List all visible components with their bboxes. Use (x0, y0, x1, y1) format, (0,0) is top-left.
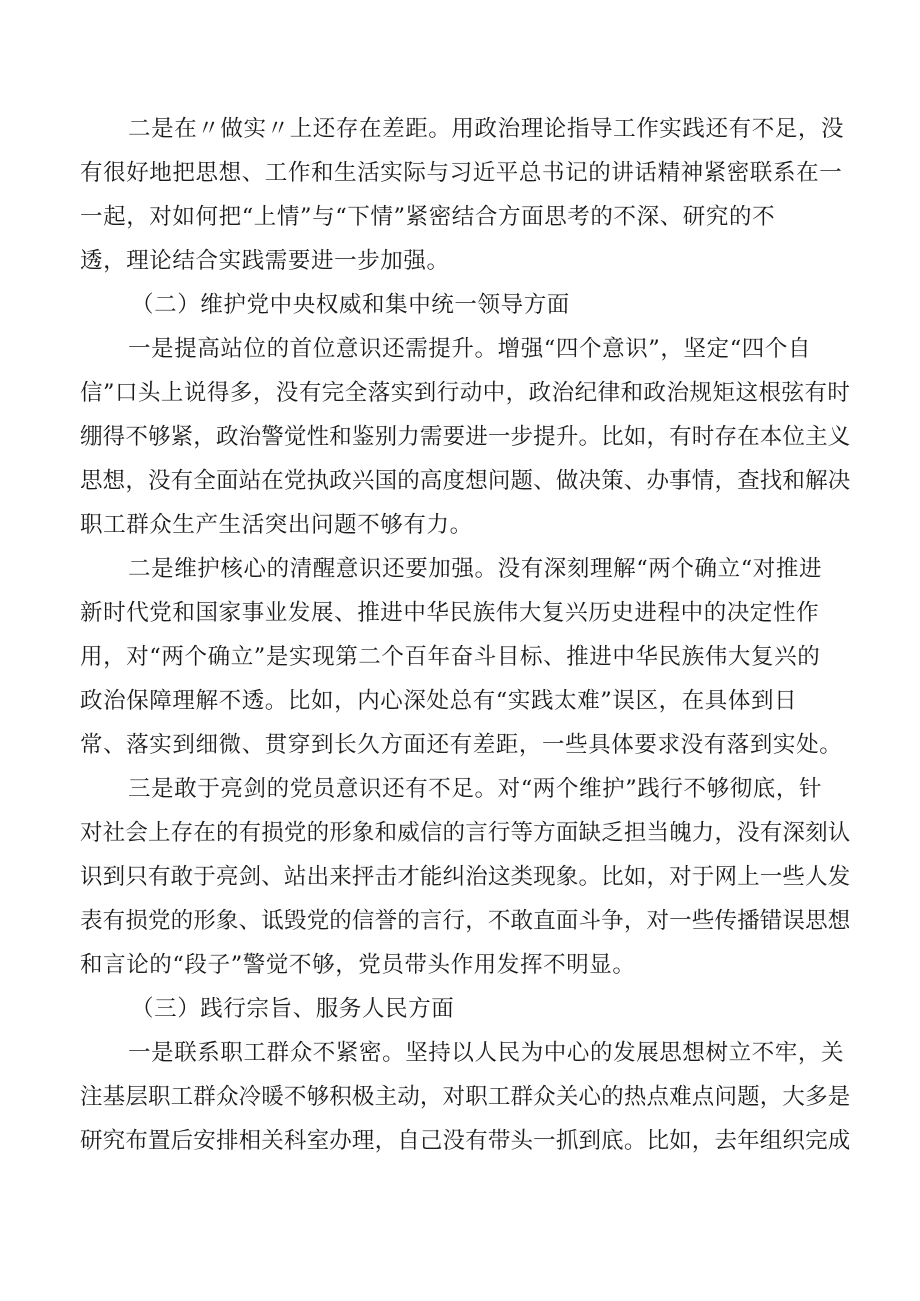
paragraph-1-line-3: 一起，对如何把“上情”与“下情”紧密结合方面思考的不深、研究的不 (80, 204, 776, 230)
paragraph-4-line-3: 识到只有敢于亮剑、站出来抨击才能纠治这类现象。比如，对于网上一些人发 (80, 864, 851, 890)
paragraph-2-line-4: 思想，没有全面站在党执政兴国的高度想问题、做决策、办事情，查找和解决 (80, 468, 851, 494)
paragraph-3-line-1: 二是维护核心的清醒意识还要加强。没有深刻理解“两个确立“对推进 (128, 556, 823, 582)
paragraph-2-line-2: 信”口头上说得多，没有完全落实到行动中，政治纪律和政治规矩这根弦有时 (80, 380, 851, 406)
paragraph-2-line-5: 职工群众生产生活突出问题不够有力。 (80, 512, 473, 538)
paragraph-3-line-4: 政治保障理解不透。比如，内心深处总有“实践太难”误区，在具体到日 (80, 688, 798, 714)
paragraph-3-line-2: 新时代党和国家事业发展、推进中华民族伟大复兴历史进程中的决定性作 (80, 600, 820, 626)
paragraph-5-line-3: 研究布置后安排相关科室办理，自己没有带头一抓到底。比如，去年组织完成 (80, 1128, 851, 1154)
paragraph-1-line-4: 透，理论结合实践需要进一步加强。 (80, 248, 450, 274)
paragraph-2-line-3: 绷得不够紧，政治警觉性和鉴别力需要进一步提升。比如，有时存在本位主义 (80, 424, 851, 450)
paragraph-1-line-2: 有很好地把思想、工作和生活实际与习近平总书记的讲话精神紧密联系在一 (80, 160, 843, 186)
paragraph-3-line-3: 用，对“两个确立”是实现第二个百年奋斗目标、推进中华民族伟大复兴的 (80, 644, 821, 670)
paragraph-4-line-5: 和言论的“段子”警觉不够，党员带头作用发挥不明显。 (80, 952, 636, 978)
section-heading-3: （三）践行宗旨、服务人民方面 (131, 996, 455, 1022)
paragraph-4-line-1: 三是敢于亮剑的党员意识还有不足。对“两个维护”践行不够彻底，针 (128, 776, 823, 802)
section-heading-2: （二）维护党中央权威和集中统一领导方面 (131, 292, 570, 318)
paragraph-4-line-4: 表有损党的形象、诋毁党的信誉的言行，不敢直面斗争，对一些传播错误思想 (80, 908, 851, 934)
paragraph-5-line-1: 一是联系职工群众不紧密。坚持以人民为中心的发展思想树立不牢，关 (128, 1040, 845, 1066)
paragraph-3-line-5: 常、落实到细微、贯穿到长久方面还有差距，一些具体要求没有落到实处。 (80, 732, 843, 758)
paragraph-2-line-1: 一是提高站位的首位意识还需提升。增强“四个意识”，坚定“四个自 (128, 336, 812, 362)
paragraph-1-line-1: 二是在〃做实〃上还存在差距。用政治理论指导工作实践还有不足，没 (128, 116, 845, 142)
paragraph-5-line-2: 注基层职工群众冷暖不够积极主动，对职工群众关心的热点难点问题，大多是 (80, 1084, 851, 1110)
paragraph-4-line-2: 对社会上存在的有损党的形象和威信的言行等方面缺乏担当魄力，没有深刻认 (80, 820, 851, 846)
